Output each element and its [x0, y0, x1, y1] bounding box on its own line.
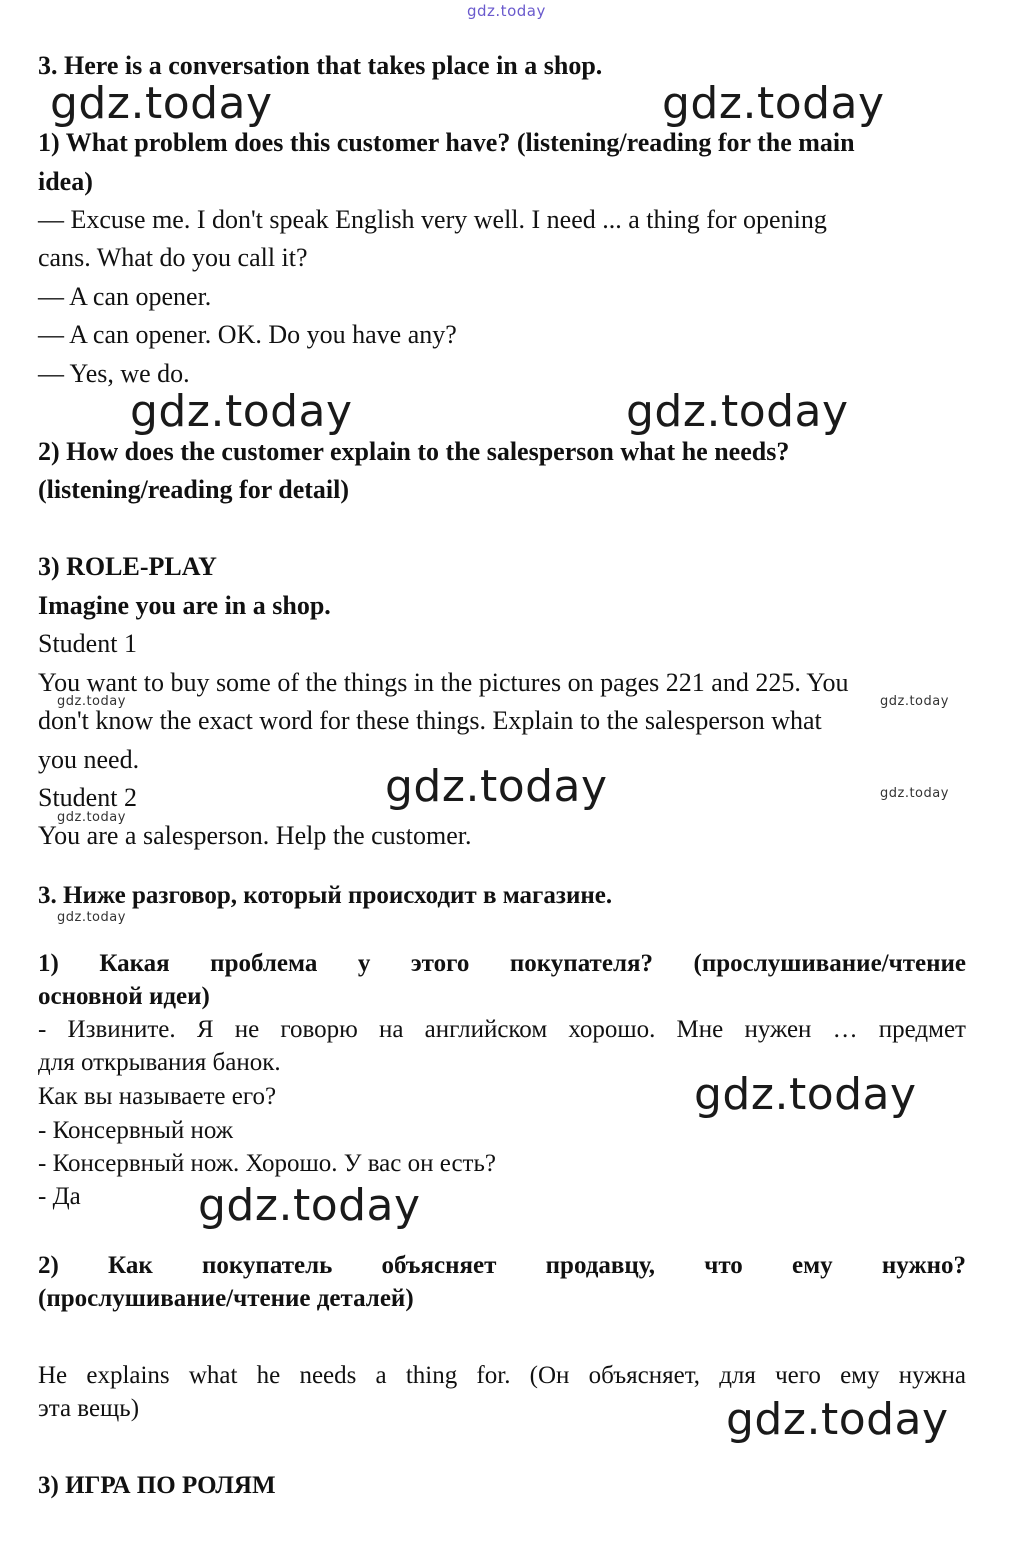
english-q2-line1: 2) How does the customer explain to the salesperson what he needs?	[38, 437, 790, 466]
answer-line2: эта вещь)	[38, 1395, 140, 1422]
english-dialogue-line: cans. What do you call it?	[38, 243, 308, 272]
watermark: gdz.today	[385, 761, 608, 812]
watermark-top: gdz.today	[467, 2, 546, 20]
student2-label: Student 2	[38, 783, 137, 812]
english-q3-intro: Imagine you are in a shop.	[38, 591, 331, 620]
watermark: gdz.today	[198, 1180, 421, 1231]
russian-heading: 3. Ниже разговор, который происходит в магазине.	[38, 882, 613, 909]
watermark: gdz.today	[626, 386, 849, 437]
english-q3-title: 3) ROLE-PLAY	[38, 552, 217, 581]
russian-dialogue-line: - Консервный нож	[38, 1117, 234, 1144]
russian-dialogue-line: - Извините. Я не говорю на английском хорошо. Мне нужен … предмет	[38, 1016, 966, 1043]
russian-dialogue-line: - Консервный нож. Хорошо. У вас он есть?	[38, 1150, 496, 1177]
russian-q2-line2: (прослушивание/чтение деталей)	[38, 1285, 414, 1312]
russian-dialogue-line: Как вы называете его?	[38, 1083, 277, 1110]
watermark-small: gdz.today	[57, 910, 126, 925]
answer-line1: He explains what he needs a thing for. (Он объясняет, для чего ему нужна	[38, 1362, 966, 1389]
student1-text-line: you need.	[38, 745, 140, 774]
watermark-small: gdz.today	[57, 810, 126, 825]
russian-q3-title: 3) ИГРА ПО РОЛЯМ	[38, 1472, 276, 1499]
english-q2-line2: (listening/reading for detail)	[38, 475, 350, 504]
watermark: gdz.today	[726, 1394, 949, 1445]
watermark: gdz.today	[694, 1069, 917, 1120]
english-q1-line2: idea)	[38, 167, 93, 196]
english-dialogue-line: — A can opener.	[38, 282, 212, 311]
english-dialogue-line: — A can opener. OK. Do you have any?	[38, 320, 457, 349]
english-dialogue-line: — Excuse me. I don't speak English very well. I need ... a thing for opening	[38, 205, 827, 234]
russian-q1-line2: основной идеи)	[38, 983, 210, 1010]
watermark-small: gdz.today	[880, 786, 949, 801]
watermark: gdz.today	[50, 78, 273, 129]
watermark-small: gdz.today	[57, 694, 126, 709]
russian-dialogue-line: - Да	[38, 1183, 81, 1210]
student1-text-line: don't know the exact word for these things. Explain to the salesperson what	[38, 706, 822, 735]
english-q1-line1: 1) What problem does this customer have? (listening/reading for the main	[38, 128, 855, 157]
watermark-small: gdz.today	[880, 694, 949, 709]
english-heading: 3. Here is a conversation that takes place in a shop.	[38, 51, 603, 80]
watermark: gdz.today	[130, 386, 353, 437]
russian-q2-line1: 2) Как покупатель объясняет продавцу, что ему нужно?	[38, 1252, 966, 1279]
russian-q1-line1: 1) Какая проблема у этого покупателя? (прослушивание/чтение	[38, 950, 966, 977]
english-dialogue-line: — Yes, we do.	[38, 359, 190, 388]
student1-text-line: You want to buy some of the things in the pictures on pages 221 and 225. You	[38, 668, 849, 697]
watermark: gdz.today	[662, 78, 885, 129]
student2-text: You are a salesperson. Help the customer.	[38, 821, 472, 850]
russian-dialogue-line: для открывания банок.	[38, 1049, 281, 1076]
student1-label: Student 1	[38, 629, 137, 658]
